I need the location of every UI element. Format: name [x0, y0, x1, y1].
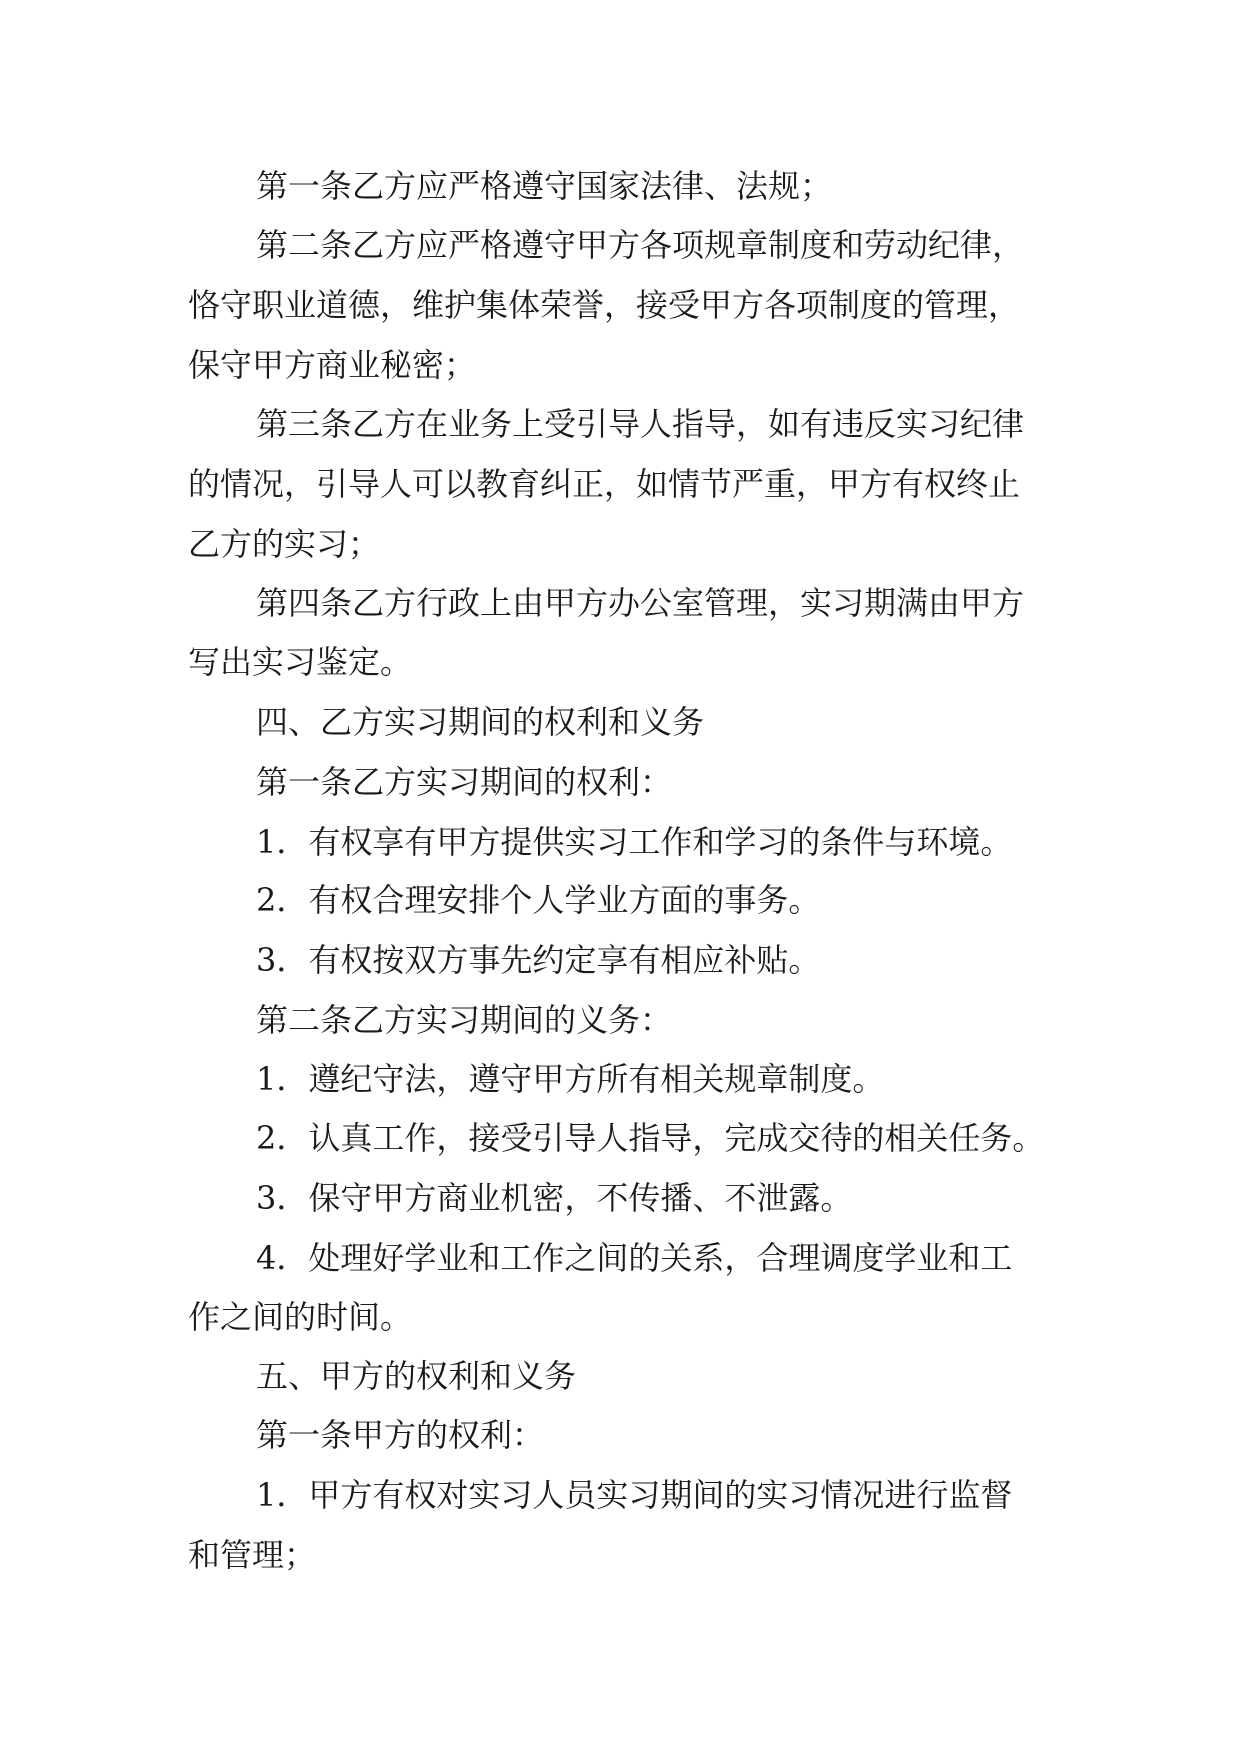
list-item: 1．甲方有权对实习人员实习期间的实习情况进行监督: [256, 1476, 1013, 1514]
text-line: 第三条乙方在业务上受引导人指导，如有违反实习纪律: [256, 405, 1025, 443]
list-item: 1．有权享有甲方提供实习工作和学习的条件与环境。: [256, 823, 1013, 861]
list-item: 2．认真工作，接受引导人指导，完成交待的相关任务。: [256, 1119, 1045, 1157]
section-heading: 四、乙方实习期间的权利和义务: [256, 703, 705, 741]
text-line: 第一条乙方应严格遵守国家法律、法规；: [256, 167, 833, 205]
section-heading: 五、甲方的权利和义务: [256, 1357, 577, 1395]
text-line: 第一条乙方实习期间的权利：: [256, 763, 673, 801]
text-line: 第四条乙方行政上由甲方办公室管理，实习期满由甲方: [256, 584, 1025, 622]
text-line: 和管理；: [188, 1536, 317, 1574]
text-line: 恪守职业道德，维护集体荣誉，接受甲方各项制度的管理，: [188, 286, 1021, 324]
list-item: 3．有权按双方事先约定享有相应补贴。: [256, 941, 821, 979]
text-line: 第二条乙方应严格遵守甲方各项规章制度和劳动纪律，: [256, 226, 1025, 264]
list-item: 1．遵纪守法，遵守甲方所有相关规章制度。: [256, 1060, 885, 1098]
list-item: 2．有权合理安排个人学业方面的事务。: [256, 881, 821, 919]
text-line: 的情况，引导人可以教育纠正，如情节严重，甲方有权终止: [188, 465, 1021, 503]
text-line: 第二条乙方实习期间的义务：: [256, 1001, 673, 1039]
text-line: 乙方的实习；: [188, 525, 381, 563]
text-line: 保守甲方商业秘密；: [188, 346, 477, 384]
list-item: 4．处理好学业和工作之间的关系，合理调度学业和工: [256, 1239, 1013, 1277]
list-item: 3．保守甲方商业机密，不传播、不泄露。: [256, 1179, 853, 1217]
text-line: 第一条甲方的权利：: [256, 1416, 545, 1454]
text-line: 写出实习鉴定。: [188, 643, 413, 681]
text-line: 作之间的时间。: [188, 1298, 413, 1336]
